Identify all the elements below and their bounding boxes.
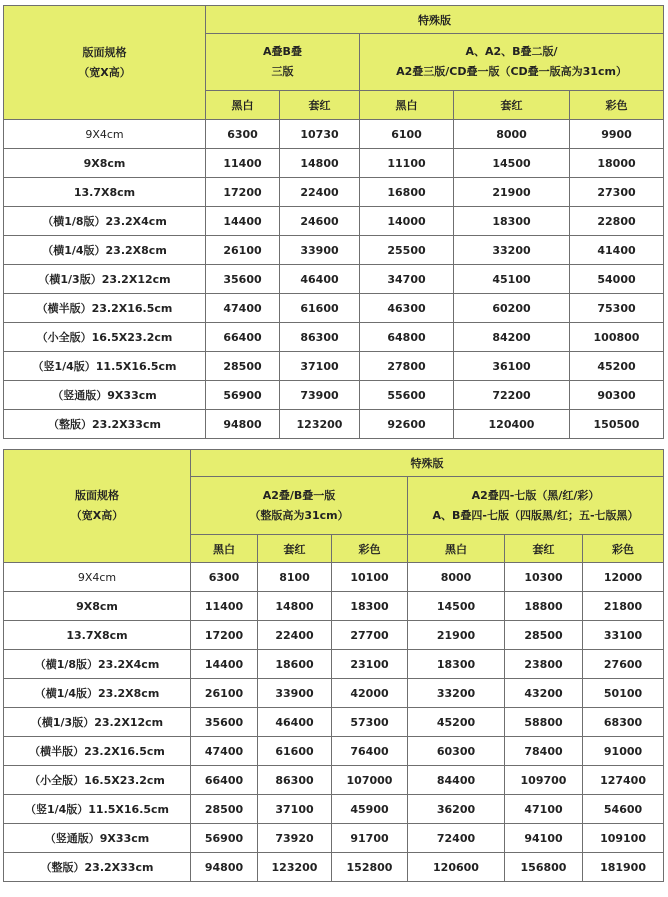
price-cell: 45200 (408, 708, 505, 737)
table-row (4, 621, 664, 650)
size-cell: （横1/3版）23.2X12cm (4, 265, 206, 294)
table-row (4, 853, 664, 882)
sub-header-color: 彩色 (570, 91, 664, 120)
price-cell: 18300 (454, 207, 570, 236)
price-cell: 14500 (454, 149, 570, 178)
price-cell: 33900 (258, 679, 332, 708)
rate-table-2 (3, 449, 664, 882)
price-cell: 35600 (206, 265, 280, 294)
sub-header-bw: 黑白 (206, 91, 280, 120)
size-cell: （横半版）23.2X16.5cm (4, 737, 191, 766)
price-cell: 36100 (454, 352, 570, 381)
price-cell: 8100 (258, 563, 332, 592)
price-cell: 58800 (505, 708, 583, 737)
table-row (4, 352, 664, 381)
price-cell: 16800 (360, 178, 454, 207)
price-cell: 46400 (280, 265, 360, 294)
size-cell: （横1/4版）23.2X8cm (4, 236, 206, 265)
price-cell: 46300 (360, 294, 454, 323)
price-cell: 8000 (408, 563, 505, 592)
price-cell: 27600 (583, 650, 664, 679)
price-cell: 6100 (360, 120, 454, 149)
price-cell: 6300 (206, 120, 280, 149)
rate-table-1 (3, 5, 664, 439)
size-cell: （横1/8版）23.2X4cm (4, 650, 191, 679)
price-cell: 156800 (505, 853, 583, 882)
size-cell: （竖通版）9X33cm (4, 824, 191, 853)
special-header: 特殊版 (206, 6, 664, 34)
group-a-header: A2叠/B叠一版 （整版高为31cm） (191, 477, 408, 535)
price-cell: 17200 (206, 178, 280, 207)
size-cell: （小全版）16.5X23.2cm (4, 323, 206, 352)
price-cell: 73900 (280, 381, 360, 410)
price-cell: 150500 (570, 410, 664, 439)
price-cell: 27800 (360, 352, 454, 381)
price-cell: 18600 (258, 650, 332, 679)
price-cell: 123200 (280, 410, 360, 439)
price-cell: 37100 (280, 352, 360, 381)
size-cell: （横半版）23.2X16.5cm (4, 294, 206, 323)
sub-header-red: 套红 (258, 535, 332, 563)
table-row (4, 120, 664, 149)
price-cell: 22400 (258, 621, 332, 650)
price-cell: 45900 (332, 795, 408, 824)
sub-header-bw: 黑白 (191, 535, 258, 563)
price-cell: 45200 (570, 352, 664, 381)
price-cell: 60200 (454, 294, 570, 323)
price-cell: 9900 (570, 120, 664, 149)
price-cell: 90300 (570, 381, 664, 410)
price-cell: 11100 (360, 149, 454, 178)
price-cell: 11400 (206, 149, 280, 178)
size-cell: 13.7X8cm (4, 621, 191, 650)
price-cell: 23100 (332, 650, 408, 679)
price-cell: 27300 (570, 178, 664, 207)
price-cell: 14800 (258, 592, 332, 621)
group-a-header: A叠B叠 三版 (206, 34, 360, 91)
sub-header-red: 套红 (454, 91, 570, 120)
price-cell: 91700 (332, 824, 408, 853)
price-cell: 75300 (570, 294, 664, 323)
price-cell: 152800 (332, 853, 408, 882)
price-cell: 94800 (191, 853, 258, 882)
price-cell: 6300 (191, 563, 258, 592)
price-cell: 45100 (454, 265, 570, 294)
table-row (4, 149, 664, 178)
size-cell: （整版）23.2X33cm (4, 853, 191, 882)
price-cell: 28500 (191, 795, 258, 824)
price-cell: 26100 (191, 679, 258, 708)
price-cell: 50100 (583, 679, 664, 708)
price-cell: 33100 (583, 621, 664, 650)
price-cell: 109100 (583, 824, 664, 853)
size-cell: 13.7X8cm (4, 178, 206, 207)
price-cell: 21900 (408, 621, 505, 650)
price-cell: 18300 (408, 650, 505, 679)
price-cell: 33200 (454, 236, 570, 265)
price-cell: 14500 (408, 592, 505, 621)
price-cell: 41400 (570, 236, 664, 265)
table-row (4, 207, 664, 236)
price-cell: 11400 (191, 592, 258, 621)
group-b-header: A、A2、B叠二版/ A2叠三版/CD叠一版（CD叠一版高为31cm） (360, 34, 664, 91)
price-cell: 86300 (258, 766, 332, 795)
price-cell: 120400 (454, 410, 570, 439)
price-cell: 181900 (583, 853, 664, 882)
price-cell: 18300 (332, 592, 408, 621)
table-row (4, 265, 664, 294)
price-cell: 10100 (332, 563, 408, 592)
table-row (4, 708, 664, 737)
price-cell: 47100 (505, 795, 583, 824)
price-cell: 123200 (258, 853, 332, 882)
table-row (4, 563, 664, 592)
size-cell: （横1/4版）23.2X8cm (4, 679, 191, 708)
sub-header-color: 彩色 (332, 535, 408, 563)
price-cell: 72400 (408, 824, 505, 853)
size-cell: 9X4cm (4, 563, 191, 592)
size-cell: 9X8cm (4, 592, 191, 621)
price-cell: 27700 (332, 621, 408, 650)
price-cell: 22800 (570, 207, 664, 236)
price-cell: 12000 (583, 563, 664, 592)
price-cell: 26100 (206, 236, 280, 265)
size-header: 版面规格 （宽X高） (4, 6, 206, 120)
price-cell: 92600 (360, 410, 454, 439)
price-cell: 10300 (505, 563, 583, 592)
price-cell: 66400 (206, 323, 280, 352)
table-row (4, 679, 664, 708)
price-cell: 14000 (360, 207, 454, 236)
group-b-header: A2叠四-七版（黑/红/彩） A、B叠四-七版（四版黑/红；五-七版黑） (408, 477, 664, 535)
size-cell: （竖1/4版）11.5X16.5cm (4, 352, 206, 381)
price-cell: 14400 (191, 650, 258, 679)
price-cell: 91000 (583, 737, 664, 766)
price-cell: 76400 (332, 737, 408, 766)
size-cell: 9X8cm (4, 149, 206, 178)
price-cell: 60300 (408, 737, 505, 766)
price-cell: 34700 (360, 265, 454, 294)
price-cell: 23800 (505, 650, 583, 679)
sub-header-bw: 黑白 (360, 91, 454, 120)
price-cell: 94800 (206, 410, 280, 439)
size-cell: （竖1/4版）11.5X16.5cm (4, 795, 191, 824)
price-cell: 17200 (191, 621, 258, 650)
table-row (4, 410, 664, 439)
price-cell: 8000 (454, 120, 570, 149)
price-cell: 54600 (583, 795, 664, 824)
price-cell: 25500 (360, 236, 454, 265)
table-row (4, 824, 664, 853)
price-cell: 66400 (191, 766, 258, 795)
price-cell: 64800 (360, 323, 454, 352)
price-cell: 56900 (206, 381, 280, 410)
size-cell: 9X4cm (4, 120, 206, 149)
price-cell: 55600 (360, 381, 454, 410)
price-cell: 36200 (408, 795, 505, 824)
price-cell: 35600 (191, 708, 258, 737)
price-cell: 28500 (206, 352, 280, 381)
price-cell: 120600 (408, 853, 505, 882)
table-row (4, 766, 664, 795)
price-cell: 21900 (454, 178, 570, 207)
price-cell: 127400 (583, 766, 664, 795)
price-cell: 72200 (454, 381, 570, 410)
price-cell: 24600 (280, 207, 360, 236)
price-cell: 42000 (332, 679, 408, 708)
price-cell: 94100 (505, 824, 583, 853)
price-cell: 84200 (454, 323, 570, 352)
sub-header-color: 彩色 (583, 535, 664, 563)
table-row (4, 236, 664, 265)
price-cell: 84400 (408, 766, 505, 795)
price-cell: 54000 (570, 265, 664, 294)
size-cell: （横1/8版）23.2X4cm (4, 207, 206, 236)
price-cell: 47400 (206, 294, 280, 323)
size-cell: （竖通版）9X33cm (4, 381, 206, 410)
table-row (4, 178, 664, 207)
price-cell: 61600 (280, 294, 360, 323)
price-cell: 109700 (505, 766, 583, 795)
price-cell: 100800 (570, 323, 664, 352)
price-cell: 14800 (280, 149, 360, 178)
price-cell: 46400 (258, 708, 332, 737)
price-cell: 18800 (505, 592, 583, 621)
table-row (4, 294, 664, 323)
price-cell: 10730 (280, 120, 360, 149)
table-row (4, 381, 664, 410)
size-header: 版面规格 （宽X高） (4, 450, 191, 563)
table-row (4, 592, 664, 621)
price-cell: 57300 (332, 708, 408, 737)
price-cell: 78400 (505, 737, 583, 766)
price-cell: 33900 (280, 236, 360, 265)
price-cell: 68300 (583, 708, 664, 737)
price-cell: 21800 (583, 592, 664, 621)
price-cell: 14400 (206, 207, 280, 236)
price-cell: 86300 (280, 323, 360, 352)
price-cell: 33200 (408, 679, 505, 708)
size-cell: （整版）23.2X33cm (4, 410, 206, 439)
sub-header-red: 套红 (505, 535, 583, 563)
size-cell: （横1/3版）23.2X12cm (4, 708, 191, 737)
price-cell: 73920 (258, 824, 332, 853)
sub-header-bw: 黑白 (408, 535, 505, 563)
price-cell: 107000 (332, 766, 408, 795)
price-cell: 56900 (191, 824, 258, 853)
price-cell: 43200 (505, 679, 583, 708)
size-cell: （小全版）16.5X23.2cm (4, 766, 191, 795)
price-cell: 18000 (570, 149, 664, 178)
price-cell: 47400 (191, 737, 258, 766)
table-row (4, 323, 664, 352)
price-cell: 61600 (258, 737, 332, 766)
price-cell: 22400 (280, 178, 360, 207)
sub-header-red: 套红 (280, 91, 360, 120)
table-row (4, 650, 664, 679)
special-header: 特殊版 (191, 450, 664, 477)
table-row (4, 737, 664, 766)
table-row (4, 795, 664, 824)
price-cell: 37100 (258, 795, 332, 824)
price-cell: 28500 (505, 621, 583, 650)
